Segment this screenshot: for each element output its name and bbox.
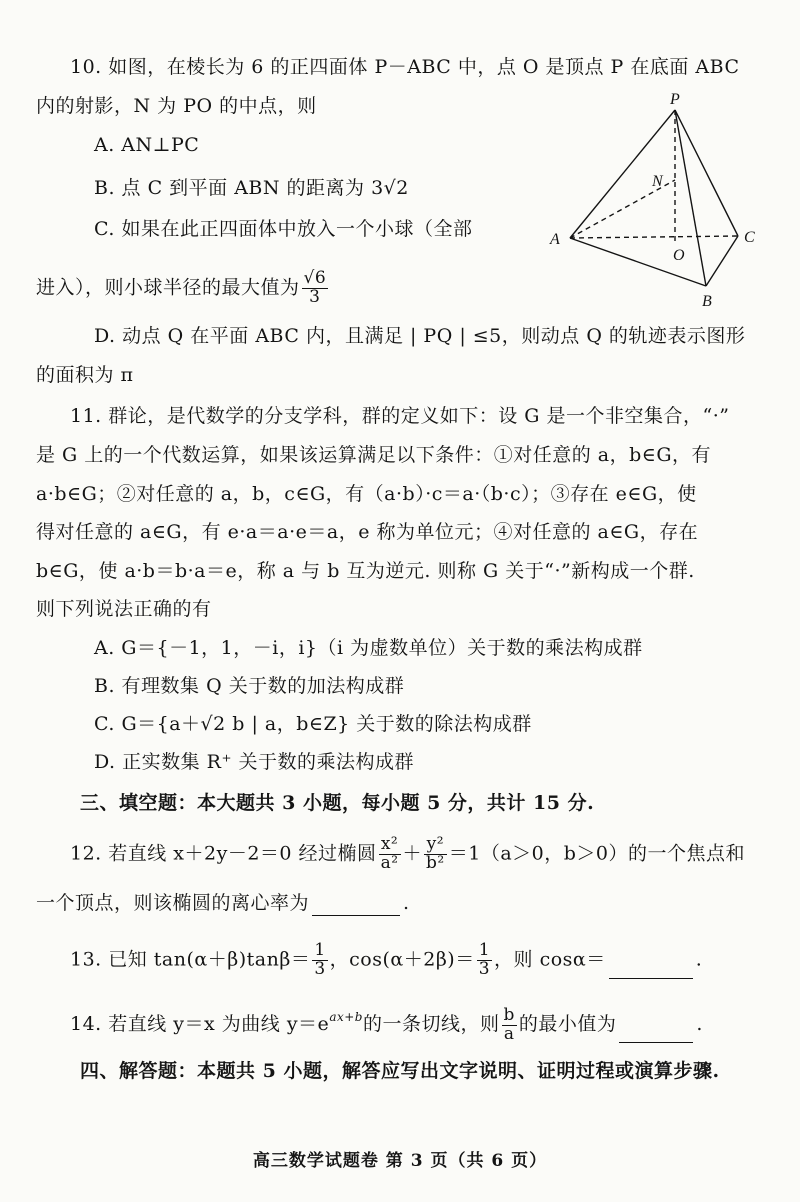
q12-plus: ＋ bbox=[402, 842, 423, 865]
q10-option-c-line2 bbox=[36, 270, 330, 307]
q12-period: . bbox=[403, 892, 410, 914]
q14-text-part2: 的一条切线，则 bbox=[362, 1013, 500, 1035]
fraction-denominator: a bbox=[503, 1023, 515, 1044]
tetrahedron-figure bbox=[530, 88, 770, 313]
q14-answer-blank[interactable] bbox=[619, 1022, 693, 1043]
fraction-numerator: 1 bbox=[314, 940, 326, 960]
q11-line6: 则下列说法正确的有 bbox=[36, 598, 212, 620]
q12-answer-blank[interactable] bbox=[312, 895, 400, 916]
q10-option-d-line1: D. 动点 Q 在平面 ABC 内，且满足 | PQ | ≤5，则动点 Q 的轨迹表示图形 bbox=[94, 325, 746, 347]
q11-line1: 11. 群论，是代数学的分支学科，群的定义如下：设 G 是一个非空集合，“·” bbox=[70, 405, 730, 427]
fraction-numerator: y² bbox=[424, 836, 447, 855]
fraction-denominator: b² bbox=[426, 852, 445, 873]
q14-line bbox=[70, 1004, 703, 1043]
edge-bc bbox=[706, 236, 738, 286]
q13-text-part1: 13. 已知 tan(α＋β)tanβ＝ bbox=[70, 948, 311, 971]
q13-answer-blank[interactable] bbox=[609, 958, 693, 979]
fraction-denominator: 3 bbox=[309, 286, 321, 307]
q14-text-part3: 的最小值为 bbox=[518, 1013, 617, 1035]
fraction-numerator: √6 bbox=[303, 268, 327, 288]
q12-text-part2: ＝1（a＞0，b＞0）的一个焦点和 bbox=[448, 842, 745, 865]
edge-ab bbox=[570, 238, 706, 286]
section4-header: 四、解答题：本题共 5 小题，解答应写出文字说明、证明过程或演算步骤. bbox=[80, 1060, 720, 1082]
fraction-numerator: x² bbox=[379, 836, 401, 855]
q10-option-c-line1: C. 如果在此正四面体中放入一个小球（全部 bbox=[94, 218, 473, 240]
fraction-numerator: 1 bbox=[478, 940, 491, 960]
q13-period: . bbox=[695, 948, 703, 971]
q10-option-d-line2: 的面积为 π bbox=[36, 364, 134, 386]
edge-ac-hidden bbox=[570, 236, 738, 238]
q12-text-line2: 一个顶点，则该椭圆的离心率为 bbox=[36, 892, 310, 914]
q13-text-part2: ，cos(α＋2β)＝ bbox=[329, 948, 475, 971]
q10-option-c-text: 进入），则小球半径的最大值为 bbox=[36, 276, 300, 299]
page-footer: 高三数学试题卷 第 3 页（共 6 页） bbox=[252, 1151, 548, 1171]
q12-line2 bbox=[36, 890, 410, 916]
fraction-numerator: b bbox=[503, 1004, 515, 1025]
q11-line3: a·b∈G；②对任意的 a，b，c∈G，有（a·b）·c＝a·（b·c）；③存在 e∈G，使 bbox=[36, 483, 697, 505]
q10-option-c-fraction bbox=[302, 270, 329, 307]
q13-text-part3: ，则 cosα＝ bbox=[494, 948, 606, 971]
label-a: A bbox=[550, 231, 560, 248]
q11-option-b: B. 有理数集 Q 关于数的加法构成群 bbox=[94, 675, 405, 697]
q11-option-c: C. G＝{a＋√2 b | a，b∈Z} 关于数的除法构成群 bbox=[94, 713, 532, 735]
q13-fraction-1 bbox=[312, 942, 327, 979]
q12-line1 bbox=[70, 836, 745, 873]
q11-line4: 得对任意的 a∈G，有 e·a＝a·e＝a，e 称为单位元；④对任意的 a∈G，存在 bbox=[36, 521, 699, 543]
q14-period: . bbox=[696, 1013, 703, 1035]
q10-stem-line2: 内的射影，N 为 PO 的中点，则 bbox=[36, 95, 317, 117]
fraction-denominator: 3 bbox=[478, 958, 491, 979]
fraction-denominator: a² bbox=[380, 852, 399, 873]
q11-option-a: A. G＝{－1，1，－i，i}（i 为虚数单位）关于数的乘法构成群 bbox=[94, 637, 643, 659]
q11-line5: b∈G，使 a·b＝b·a＝e，称 a 与 b 互为逆元. 则称 G 关于“·”新构成一个群. bbox=[36, 560, 695, 582]
edge-pc bbox=[675, 110, 738, 236]
q11-option-d: D. 正实数集 R⁺ 关于数的乘法构成群 bbox=[94, 751, 415, 773]
q10-option-a: A. AN⊥PC bbox=[94, 134, 200, 156]
q14-fraction bbox=[502, 1004, 517, 1044]
q13-line bbox=[70, 942, 702, 979]
section3-header: 三、填空题：本大题共 3 小题，每小题 5 分，共计 15 分. bbox=[80, 792, 595, 814]
label-n: N bbox=[652, 173, 663, 190]
q12-fraction-y bbox=[424, 836, 447, 873]
q12-fraction-x bbox=[379, 836, 401, 873]
q10-stem-line1: 10. 如图，在棱长为 6 的正四面体 P－ABC 中，点 O 是顶点 P 在底面 ABC bbox=[70, 56, 740, 78]
label-c: C bbox=[744, 229, 755, 246]
label-p: P bbox=[670, 91, 680, 108]
label-b: B bbox=[702, 293, 712, 310]
q10-option-b: B. 点 C 到平面 ABN 的距离为 3√2 bbox=[94, 177, 409, 199]
q11-line2: 是 G 上的一个代数运算，如果该运算满足以下条件：①对任意的 a，b∈G，有 bbox=[36, 444, 712, 466]
q13-fraction-2 bbox=[477, 942, 492, 979]
q14-exponent: ax+b bbox=[329, 1010, 363, 1024]
q14-text-part1: 14. 若直线 y＝x 为曲线 y＝e bbox=[70, 1013, 330, 1035]
label-o: O bbox=[673, 247, 685, 264]
fraction-denominator: 3 bbox=[314, 958, 326, 979]
q12-text-part1: 12. 若直线 x＋2y－2＝0 经过椭圆 bbox=[70, 842, 377, 865]
